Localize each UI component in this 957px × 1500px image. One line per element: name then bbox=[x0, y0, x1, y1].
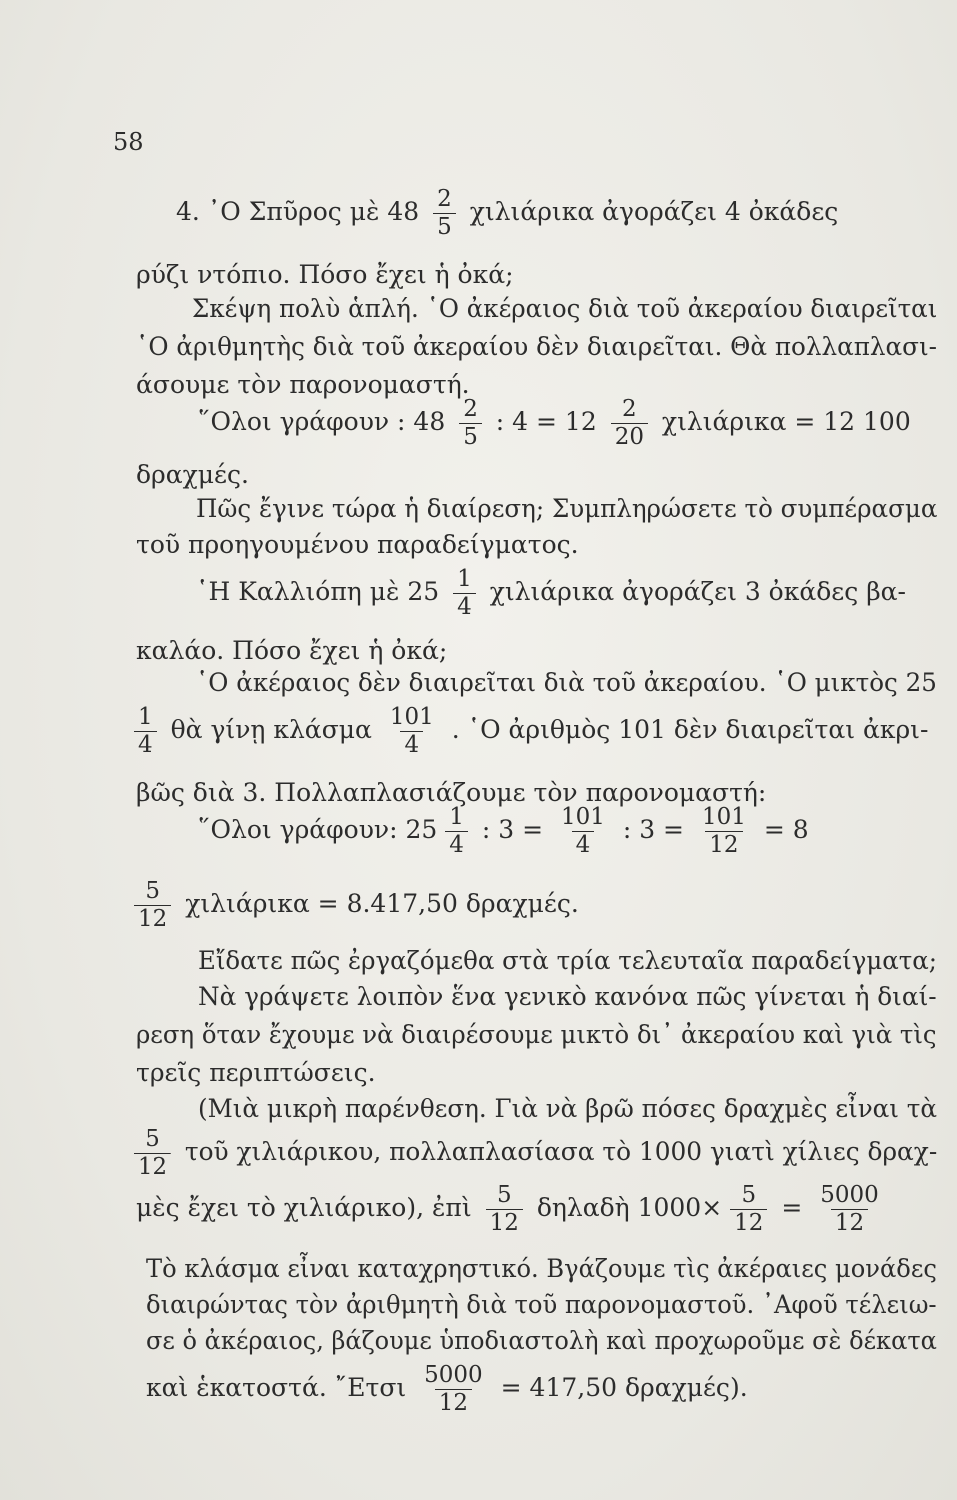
text: ῾Η Καλλιόπη μὲ 25 bbox=[196, 577, 440, 606]
fraction bbox=[134, 706, 157, 757]
numerator: 1 bbox=[457, 566, 472, 592]
parenthesis-line7 bbox=[146, 1364, 748, 1415]
problem4-line5: άσουμε τὸν παρονομαστή. bbox=[136, 370, 470, 399]
fraction bbox=[386, 706, 438, 757]
problem4-line2: ρύζι ντόπιο. Πόσο ἔχει ἡ ὀκά; bbox=[136, 260, 514, 289]
numerator: 5 bbox=[145, 878, 160, 904]
denominator: 4 bbox=[445, 831, 468, 857]
problem5-line5: βῶς διὰ 3. Πολλαπλασιάζουμε τὸν παρονομαστή: bbox=[136, 778, 767, 807]
problem5-line4 bbox=[134, 706, 928, 757]
denominator: 12 bbox=[705, 831, 742, 857]
text: . ῾Ο ἀριθμὸς 101 δὲν διαιρεῖται ἀκρι- bbox=[451, 715, 929, 744]
problem5-line2: καλάο. Πόσο ἔχει ἡ ὀκά; bbox=[136, 636, 448, 665]
problem5-line7 bbox=[134, 880, 579, 931]
denominator: 4 bbox=[134, 731, 157, 757]
denominator: 20 bbox=[611, 423, 648, 449]
denominator: 5 bbox=[433, 213, 456, 239]
fraction bbox=[134, 1128, 171, 1179]
numerator: 5 bbox=[145, 1126, 160, 1152]
problem4-line9: τοῦ προηγουμένου παραδείγματος. bbox=[136, 530, 579, 559]
parenthesis-line1: (Μιὰ μικρὴ παρένθεση. Γιὰ νὰ βρῶ πόσες δραχμὲς εἶναι τὰ bbox=[198, 1094, 937, 1123]
parenthesis-line6: σε ὁ ἀκέραιος, βάζουμε ὑποδιαστολὴ καὶ προχωροῦμε σὲ δέκατα bbox=[146, 1326, 937, 1355]
problem5-line3: ῾Ο ἀκέραιος δὲν διαιρεῖται διὰ τοῦ ἀκεραίου. ῾Ο μικτὸς 25 bbox=[196, 668, 937, 697]
text: ῞Ολοι γράφουν : 48 bbox=[198, 407, 446, 436]
text: τοῦ χιλιάρικου, πολλαπλασίασα τὸ 1000 γιατὶ χίλιες δραχ- bbox=[184, 1137, 938, 1166]
numerator: 5000 bbox=[424, 1362, 483, 1388]
problem4-line1 bbox=[176, 188, 838, 239]
numerator: 1 bbox=[138, 704, 153, 730]
denominator: 12 bbox=[134, 1153, 171, 1179]
text: = 8 bbox=[763, 815, 809, 844]
denominator: 12 bbox=[486, 1209, 523, 1235]
numerator: 101 bbox=[701, 804, 746, 830]
numerator: 5 bbox=[496, 1182, 512, 1208]
problem4-line6 bbox=[198, 398, 911, 449]
text: = bbox=[781, 1193, 803, 1222]
problem4-line4: ῾Ο ἀριθμητὴς διὰ τοῦ ἀκεραίου δὲν διαιρεῖται. Θὰ πολλαπλασι- bbox=[136, 332, 937, 361]
denominator: 12 bbox=[435, 1389, 472, 1415]
denominator: 12 bbox=[730, 1209, 767, 1235]
problem4-line8: Πῶς ἔγινε τώρα ἡ διαίρεση; Συμπληρώσετε τὸ συμπέρασμα bbox=[196, 494, 938, 523]
numerator: 101 bbox=[560, 804, 605, 830]
fraction bbox=[420, 1364, 487, 1415]
parenthesis-line2 bbox=[134, 1128, 937, 1179]
text: χιλιάρικα = 8.417,50 δραχμές. bbox=[185, 889, 579, 918]
general-line1: Εἴδατε πῶς ἐργαζόμεθα στὰ τρία τελευταῖα παραδείγματα; bbox=[198, 946, 938, 975]
text: καὶ ἑκατοστά. ῎Ετσι bbox=[146, 1373, 407, 1402]
fraction bbox=[611, 398, 648, 449]
problem5-line1 bbox=[196, 568, 906, 619]
fraction bbox=[486, 1184, 523, 1235]
text: : 3 = bbox=[481, 815, 544, 844]
numerator: 5 bbox=[741, 1182, 757, 1208]
problem4-line7: δραχμές. bbox=[136, 460, 249, 489]
text: : 3 = bbox=[622, 815, 684, 844]
text: χιλιάρικα ἀγοράζει 3 ὀκάδες βα- bbox=[489, 577, 906, 606]
text: θὰ γίνῃ κλάσμα bbox=[170, 715, 372, 744]
denominator: 12 bbox=[831, 1209, 868, 1235]
general-line3: ρεση ὅταν ἔχουμε νὰ διαιρέσουμε μικτὸ δι᾿ ἀκεραίου καὶ γιὰ τὶς bbox=[136, 1020, 937, 1049]
fraction bbox=[698, 806, 750, 857]
text: μὲς ἔχει τὸ χιλιάρικο), ἐπὶ bbox=[136, 1193, 472, 1222]
general-line2: Νὰ γράψετε λοιπὸν ἕνα γενικὸ κανόνα πῶς γίνεται ἡ διαί- bbox=[198, 982, 937, 1011]
text: 4. ᾿Ο Σπῦρος μὲ 48 bbox=[176, 197, 420, 226]
numerator: 2 bbox=[463, 396, 478, 422]
fraction bbox=[453, 568, 476, 619]
numerator: 5000 bbox=[820, 1182, 879, 1208]
denominator: 4 bbox=[453, 593, 476, 619]
text: ῞Ολοι γράφουν: 25 bbox=[198, 815, 438, 844]
fraction bbox=[816, 1184, 883, 1235]
fraction bbox=[134, 880, 171, 931]
fraction bbox=[459, 398, 482, 449]
numerator: 1 bbox=[449, 804, 464, 830]
text: = 417,50 δραχμές). bbox=[500, 1373, 748, 1402]
fraction bbox=[557, 806, 609, 857]
parenthesis-line4: Τὸ κλάσμα εἶναι καταχρηστικό. Βγάζουμε τὶς ἀκέραιες μονάδες bbox=[146, 1254, 937, 1283]
parenthesis-line5: διαιρώντας τὸν ἀριθμητὴ διὰ τοῦ παρονομαστοῦ. ᾿Αφοῦ τέλειω- bbox=[146, 1290, 937, 1319]
fraction bbox=[730, 1184, 767, 1235]
fraction bbox=[433, 188, 456, 239]
text: χιλιάρικα ἀγοράζει 4 ὀκάδες bbox=[469, 197, 839, 226]
text: δηλαδὴ 1000× bbox=[536, 1193, 723, 1222]
numerator: 2 bbox=[437, 186, 452, 212]
denominator: 4 bbox=[400, 731, 423, 757]
page-number: 58 bbox=[113, 128, 144, 156]
problem4-line3: Σκέψη πολὺ ἁπλή. ῾Ο ἀκέραιος διὰ τοῦ ἀκεραίου διαιρεῖται bbox=[192, 294, 938, 323]
parenthesis-line3 bbox=[136, 1184, 889, 1235]
text: : 4 = 12 bbox=[495, 407, 597, 436]
general-line4: τρεῖς περιπτώσεις. bbox=[136, 1058, 376, 1087]
denominator: 4 bbox=[572, 831, 595, 857]
denominator: 12 bbox=[134, 905, 171, 931]
denominator: 5 bbox=[459, 423, 482, 449]
fraction bbox=[445, 806, 468, 857]
problem5-line6 bbox=[198, 806, 809, 857]
numerator: 2 bbox=[622, 396, 637, 422]
numerator: 101 bbox=[389, 704, 434, 730]
text: χιλιάρικα = 12 100 bbox=[661, 407, 911, 436]
